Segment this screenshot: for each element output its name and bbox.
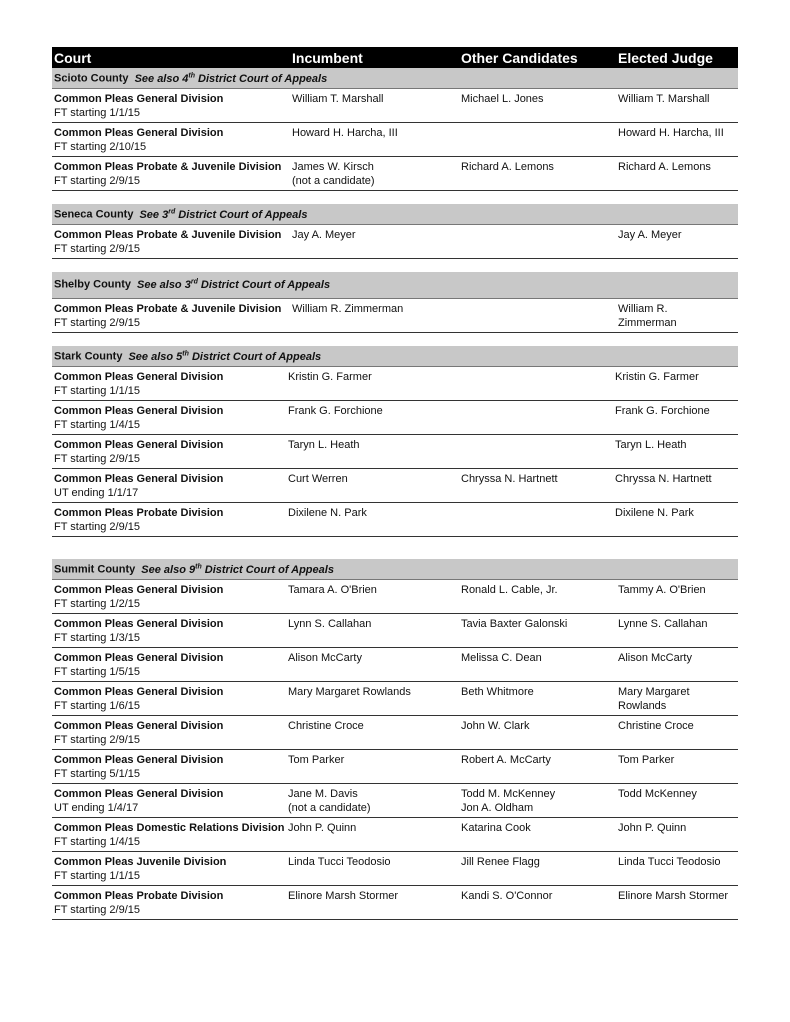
elected-judge-cell [618,856,738,870]
incumbent-cell-line: Taryn L. Heath [288,439,360,451]
term: FT starting 2/9/15 [54,452,141,465]
elected-judge-cell [618,584,738,598]
court-name: Common Pleas General Division [54,686,224,698]
other-candidates-cell-line: Tavia Baxter Galonski [461,618,568,630]
county-header [52,272,738,299]
incumbent-cell [288,439,454,453]
incumbent-cell [288,405,454,419]
court-cell [54,229,290,256]
section-spacer [52,537,738,559]
section-spacer [52,259,738,272]
incumbent-cell [288,788,454,815]
court-name: Common Pleas Probate & Juvenile Division [54,229,282,241]
appeals-reference-prefix: See also 5 [128,350,183,363]
elected-judge-cell [618,720,738,734]
incumbent-cell [288,720,454,734]
elected-judge-cell [618,822,738,836]
other-candidates-cell-line: Melissa C. Dean [461,652,542,664]
ordinal-suffix: rd [168,208,176,215]
appeals-reference-prefix: See also 9 [141,563,196,576]
table-row [52,89,738,123]
elected-judge-cell [618,303,738,330]
table-row [52,886,738,920]
other-candidates-cell-line: Beth Whitmore [461,686,534,698]
other-candidates-cell [461,161,617,175]
term: FT starting 2/10/15 [54,140,147,153]
court-name: Common Pleas General Division [54,618,224,630]
other-candidates-cell [461,686,617,700]
table-row [52,716,738,750]
elected-judge-cell [618,754,738,768]
county-name [54,563,334,576]
term: FT starting 1/4/15 [54,418,141,431]
table-row [52,852,738,886]
county-title: Seneca County [54,208,134,221]
county-name [54,350,321,363]
other-candidates-cell-line: Richard A. Lemons [461,161,554,173]
elected-judge-cell-line: Lynne S. Callahan [618,618,708,630]
term: FT starting 1/1/15 [54,106,141,119]
header-elected-judge: Elected Judge [618,50,713,66]
term: FT starting 1/5/15 [54,665,141,678]
incumbent-cell [288,371,454,385]
court-cell [54,473,290,500]
court-name: Common Pleas Domestic Relations Division [54,822,285,834]
incumbent-cell [292,303,458,317]
table-row [52,367,738,401]
court-cell [54,161,290,188]
other-candidates-cell-line: Robert A. McCarty [461,754,551,766]
term: FT starting 1/6/15 [54,699,141,712]
elected-judge-cell-line: Alison McCarty [618,652,692,664]
incumbent-cell [292,229,458,243]
header-other-candidates: Other Candidates [461,50,578,66]
court-name: Common Pleas Probate Division [54,890,224,902]
court-name: Common Pleas General Division [54,584,224,596]
incumbent-cell-line: Frank G. Forchione [288,405,383,417]
other-candidates-cell [461,618,617,632]
county-header [52,559,738,580]
elected-judge-cell-line: Zimmerman [618,316,677,329]
elected-judge-cell [615,371,735,385]
court-name: Common Pleas General Division [54,127,224,139]
incumbent-cell [288,652,454,666]
elected-judge-cell-line: Tom Parker [618,754,675,766]
elected-judge-cell-line: Richard A. Lemons [618,161,711,173]
table-row [52,784,738,818]
court-cell [54,439,290,466]
court-cell [54,754,290,781]
court-cell [54,584,290,611]
term: UT ending 1/4/17 [54,801,139,814]
court-cell [54,127,290,154]
incumbent-cell [292,93,458,107]
county-title: Shelby County [54,278,132,291]
appeals-reference [137,279,330,291]
court-name: Common Pleas Juvenile Division [54,856,227,868]
incumbent-cell-line: Christine Croce [288,720,364,732]
elected-judge-cell-line: John P. Quinn [618,822,687,834]
court-name: Common Pleas Probate & Juvenile Division [54,161,282,173]
election-results-table [52,47,738,920]
term: FT starting 2/9/15 [54,733,141,746]
other-candidates-cell [461,584,617,598]
other-candidates-cell [461,473,617,487]
appeals-reference-prefix: See also 3 [137,278,191,291]
table-row [52,503,738,537]
term: FT starting 2/9/15 [54,520,141,533]
court-cell [54,618,290,645]
incumbent-cell-line: Mary Margaret Rowlands [288,686,411,698]
ordinal-suffix: th [195,563,202,570]
court-name: Common Pleas General Division [54,652,224,664]
other-candidates-cell [461,93,617,107]
incumbent-cell-line: Tamara A. O'Brien [288,584,377,596]
elected-judge-cell [618,788,738,802]
header-incumbent: Incumbent [292,50,363,66]
court-name: Common Pleas General Division [54,754,224,766]
elected-judge-cell [618,229,738,243]
table-row [52,648,738,682]
court-name: Common Pleas General Division [54,371,224,383]
section-spacer [52,191,738,204]
ordinal-suffix: th [188,72,195,79]
court-cell [54,720,290,747]
incumbent-cell-line: Jay A. Meyer [292,229,356,241]
appeals-reference-prefix: See also 4 [134,72,189,85]
table-row [52,435,738,469]
term: FT starting 1/1/15 [54,869,141,882]
incumbent-cell-line: Lynn S. Callahan [288,618,372,630]
court-cell [54,652,290,679]
incumbent-cell-line: Howard H. Harcha, III [292,127,398,139]
county-title: Summit County [54,563,136,576]
elected-judge-cell [618,161,738,175]
incumbent-cell-line: Tom Parker [288,754,345,766]
elected-judge-cell-line: Elinore Marsh Stormer [618,890,729,902]
court-name: Common Pleas General Division [54,788,224,800]
other-candidates-cell [461,890,617,904]
other-candidates-cell-line: Michael L. Jones [461,93,544,105]
county-name [54,208,307,221]
other-candidates-cell-line: Chryssa N. Hartnett [461,473,558,485]
table-row [52,580,738,614]
table-row [52,818,738,852]
appeals-reference [135,73,328,85]
elected-judge-cell-line: Todd McKenney [618,788,697,800]
court-cell [54,822,290,849]
appeals-reference-suffix: District Court of Appeals [188,350,322,363]
incumbent-cell-line: Curt Werren [288,473,348,485]
appeals-reference-suffix: District Court of Appeals [195,72,328,85]
elected-judge-cell-line: Christine Croce [618,720,694,732]
court-cell [54,303,290,330]
appeals-reference-prefix: See 3 [139,208,169,221]
term: FT starting 1/2/15 [54,597,141,610]
court-cell [54,405,290,432]
elected-judge-cell [618,618,738,632]
elected-judge-cell [618,127,738,141]
term: FT starting 1/3/15 [54,631,141,644]
incumbent-cell-line: (not a candidate) [292,174,375,187]
appeals-reference-suffix: District Court of Appeals [197,278,331,291]
elected-judge-cell-line: Tammy A. O'Brien [618,584,706,596]
table-row [52,750,738,784]
other-candidates-cell-line: Jon A. Oldham [461,801,534,814]
table-row [52,614,738,648]
incumbent-cell-line: James W. Kirsch [292,161,374,173]
elected-judge-cell-line: Rowlands [618,699,667,712]
incumbent-cell [292,127,458,141]
elected-judge-cell [615,439,735,453]
appeals-reference [128,351,321,363]
elected-judge-cell [618,652,738,666]
court-cell [54,686,290,713]
incumbent-cell [288,754,454,768]
elected-judge-cell-line: Chryssa N. Hartnett [615,473,712,485]
incumbent-cell-line: Dixilene N. Park [288,507,367,519]
table-row [52,157,738,191]
county-header [52,68,738,89]
header-court: Court [54,50,92,66]
term: FT starting 1/4/15 [54,835,141,848]
table-row [52,123,738,157]
elected-judge-cell [615,473,735,487]
incumbent-cell [288,686,454,700]
table-body [52,68,738,920]
court-name: Common Pleas General Division [54,473,224,485]
elected-judge-cell [618,93,738,107]
table-header [52,47,738,68]
elected-judge-cell-line: Taryn L. Heath [615,439,687,451]
incumbent-cell-line: Alison McCarty [288,652,362,664]
incumbent-cell-line: Linda Tucci Teodosio [288,856,391,868]
incumbent-cell [288,473,454,487]
county-name [54,278,330,291]
elected-judge-cell-line: Linda Tucci Teodosio [618,856,721,868]
ordinal-suffix: rd [190,278,198,285]
court-name: Common Pleas General Division [54,405,224,417]
court-cell [54,507,290,534]
term: UT ending 1/1/17 [54,486,139,499]
elected-judge-cell-line: Kristin G. Farmer [615,371,699,383]
incumbent-cell-line: William R. Zimmerman [292,303,404,315]
court-name: Common Pleas General Division [54,720,224,732]
elected-judge-cell-line: Dixilene N. Park [615,507,694,519]
other-candidates-cell [461,720,617,734]
elected-judge-cell-line: Howard H. Harcha, III [618,127,724,139]
court-name: Common Pleas Probate & Juvenile Division [54,303,282,315]
term: FT starting 2/9/15 [54,174,141,187]
term: FT starting 2/9/15 [54,316,141,329]
other-candidates-cell-line: Katarina Cook [461,822,531,834]
term: FT starting 1/1/15 [54,384,141,397]
elected-judge-cell-line: Frank G. Forchione [615,405,710,417]
elected-judge-cell [618,686,738,713]
county-header [52,204,738,225]
other-candidates-cell [461,652,617,666]
term: FT starting 5/1/15 [54,767,141,780]
incumbent-cell-line: John P. Quinn [288,822,357,834]
incumbent-cell-line: (not a candidate) [288,801,371,814]
incumbent-cell [292,161,458,188]
court-cell [54,856,290,883]
incumbent-cell [288,822,454,836]
court-cell [54,371,290,398]
county-header [52,346,738,367]
elected-judge-cell-line: William R. [618,303,668,315]
appeals-reference [141,564,334,576]
appeals-reference [139,209,307,221]
incumbent-cell [288,856,454,870]
incumbent-cell-line: Elinore Marsh Stormer [288,890,399,902]
court-cell [54,788,290,815]
other-candidates-cell-line: Ronald L. Cable, Jr. [461,584,558,596]
elected-judge-cell-line: Jay A. Meyer [618,229,682,241]
county-title: Scioto County [54,72,129,85]
court-name: Common Pleas Probate Division [54,507,224,519]
county-title: Stark County [54,350,123,363]
elected-judge-cell-line: William T. Marshall [618,93,710,105]
other-candidates-cell [461,788,617,815]
table-row [52,682,738,716]
court-name: Common Pleas General Division [54,93,224,105]
elected-judge-cell [618,890,738,904]
ordinal-suffix: th [182,350,189,357]
other-candidates-cell-line: Todd M. McKenney [461,788,556,800]
court-name: Common Pleas General Division [54,439,224,451]
court-cell [54,93,290,120]
incumbent-cell-line: William T. Marshall [292,93,384,105]
incumbent-cell [288,584,454,598]
table-row [52,299,738,333]
table-row [52,469,738,503]
other-candidates-cell [461,822,617,836]
incumbent-cell [288,618,454,632]
elected-judge-cell [615,507,735,521]
table-row [52,401,738,435]
elected-judge-cell [615,405,735,419]
term: FT starting 2/9/15 [54,903,141,916]
incumbent-cell [288,890,454,904]
incumbent-cell-line: Jane M. Davis [288,788,358,800]
appeals-reference-suffix: District Court of Appeals [175,208,308,221]
other-candidates-cell [461,754,617,768]
other-candidates-cell-line: Kandi S. O'Connor [461,890,553,902]
incumbent-cell-line: Kristin G. Farmer [288,371,372,383]
appeals-reference-suffix: District Court of Appeals [201,563,334,576]
elected-judge-cell-line: Mary Margaret [618,686,690,698]
county-name [54,72,327,85]
term: FT starting 2/9/15 [54,242,141,255]
other-candidates-cell-line: Jill Renee Flagg [461,856,540,868]
incumbent-cell [288,507,454,521]
other-candidates-cell [461,856,617,870]
other-candidates-cell-line: John W. Clark [461,720,530,732]
section-spacer [52,333,738,346]
court-cell [54,890,290,917]
table-row [52,225,738,259]
